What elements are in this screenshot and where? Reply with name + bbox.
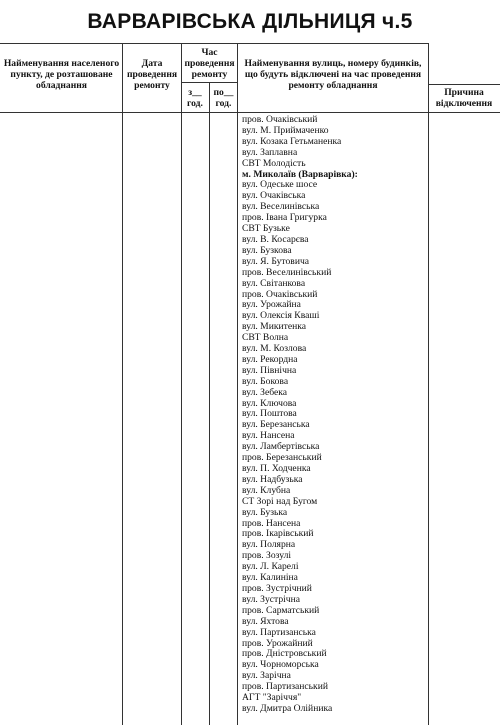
street-item: вул. Бузька [242, 506, 288, 518]
street-item: вул. Північна [242, 364, 297, 376]
header-bottom-border [0, 112, 500, 113]
reason-header-top-border [428, 84, 500, 85]
street-item: вул. Зебека [242, 386, 288, 398]
street-item: СВТ Бузьке [242, 223, 290, 235]
street-item: вул. Козака Гетьманенка [242, 135, 342, 147]
street-item: СТ Зорі над Бугом [242, 495, 318, 507]
street-item: вул. Світанкова [242, 277, 306, 289]
header-reason: Причина відключення [435, 87, 493, 109]
street-item: пров. Партизанський [242, 681, 328, 693]
street-item: пров. Очаківський [242, 114, 318, 125]
street-item: вул. Полярна [242, 539, 296, 551]
table-top-border [0, 43, 428, 44]
street-item: вул. Бокова [242, 375, 289, 387]
street-item: вул. Зустрічна [242, 593, 301, 605]
street-item: пров. Ікарівський [242, 528, 314, 540]
street-item: вул. Микитенка [242, 321, 306, 333]
street-item: вул. Ламбертівська [242, 441, 320, 453]
street-item: вул. Дмитра Олійника [242, 702, 333, 714]
header-streets: Найменування вулиць, номеру будинків, що будуть відключені на час проведення ремонту обладнання [244, 58, 422, 91]
street-item: пров. Дністровський [242, 648, 327, 660]
street-item: м. Миколаїв (Варварівка): [242, 168, 358, 180]
street-item: вул. Яхтова [242, 615, 289, 627]
street-item: вул. Калиніна [242, 572, 298, 584]
street-item: вул. М. Приймаченко [242, 124, 329, 136]
street-item: вул. Я. Бутовича [242, 255, 310, 267]
street-item: вул. Чорноморська [242, 659, 319, 671]
header-time-from: з__ год. [187, 87, 203, 109]
street-item: пров. Березанський [242, 452, 322, 464]
street-item: вул. Заплавна [242, 146, 298, 158]
street-item: СВТ Молодість [242, 157, 306, 169]
street-item: вул. Ключова [242, 397, 297, 409]
street-item: вул. Надбузька [242, 473, 303, 485]
col-divider-4 [237, 43, 238, 725]
col-divider-5 [428, 43, 429, 725]
street-item: вул. Поштова [242, 408, 297, 420]
street-item: пров. Сарматський [242, 604, 320, 616]
street-item: вул. Л. Карелі [242, 561, 299, 573]
street-item: вул. Партизанська [242, 626, 316, 638]
street-item: вул. Олексія Кваші [242, 310, 320, 322]
street-item: вул. М. Козлова [242, 343, 307, 355]
street-item: вул. П. Ходченка [242, 463, 311, 474]
header-date: Дата проведення ремонту [126, 58, 178, 91]
street-item: вул. Веселинівська [242, 201, 320, 213]
street-item: вул. Клубна [242, 484, 291, 496]
col-divider-1 [122, 43, 123, 725]
street-item: пров. Очаківський [242, 288, 318, 300]
street-item: АГТ "Заріччя" [242, 692, 302, 704]
street-item: вул. Березанська [242, 419, 310, 431]
col-divider-3 [209, 82, 210, 725]
street-item: пров. Зустрічний [242, 582, 312, 594]
header-settlement: Найменування населеного пункту, де розташоване обладнання [3, 58, 120, 91]
col-divider-2 [181, 43, 182, 725]
street-item: вул. В. Косарєва [242, 233, 309, 245]
street-item: вул. Очаківська [242, 190, 306, 202]
street-item: вул. Рекордна [242, 353, 298, 365]
street-item: вул. Зарічна [242, 670, 291, 682]
street-item: пров. Урожайний [242, 637, 313, 649]
street-item: пров. Івана Григурка [242, 212, 327, 224]
street-list [242, 115, 427, 715]
header-time-to: по__ год. [213, 87, 234, 109]
street-item: СВТ Волна [242, 332, 289, 344]
street-item: пров. Веселинівський [242, 266, 332, 278]
page-title: ВАРВАРІВСЬКА ДІЛЬНИЦЯ ч.5 [87, 10, 413, 33]
header-time: Час проведення ремонту [184, 47, 235, 80]
street-item: пров. Нансена [242, 517, 301, 529]
street-item: пров. Зозулі [242, 550, 292, 562]
street-item: вул. Одеське шосе [242, 179, 318, 191]
street-item: вул. Бузкова [242, 244, 292, 256]
street-item: вул. Нансена [242, 430, 295, 442]
street-item: вул. Урожайна [242, 299, 301, 311]
